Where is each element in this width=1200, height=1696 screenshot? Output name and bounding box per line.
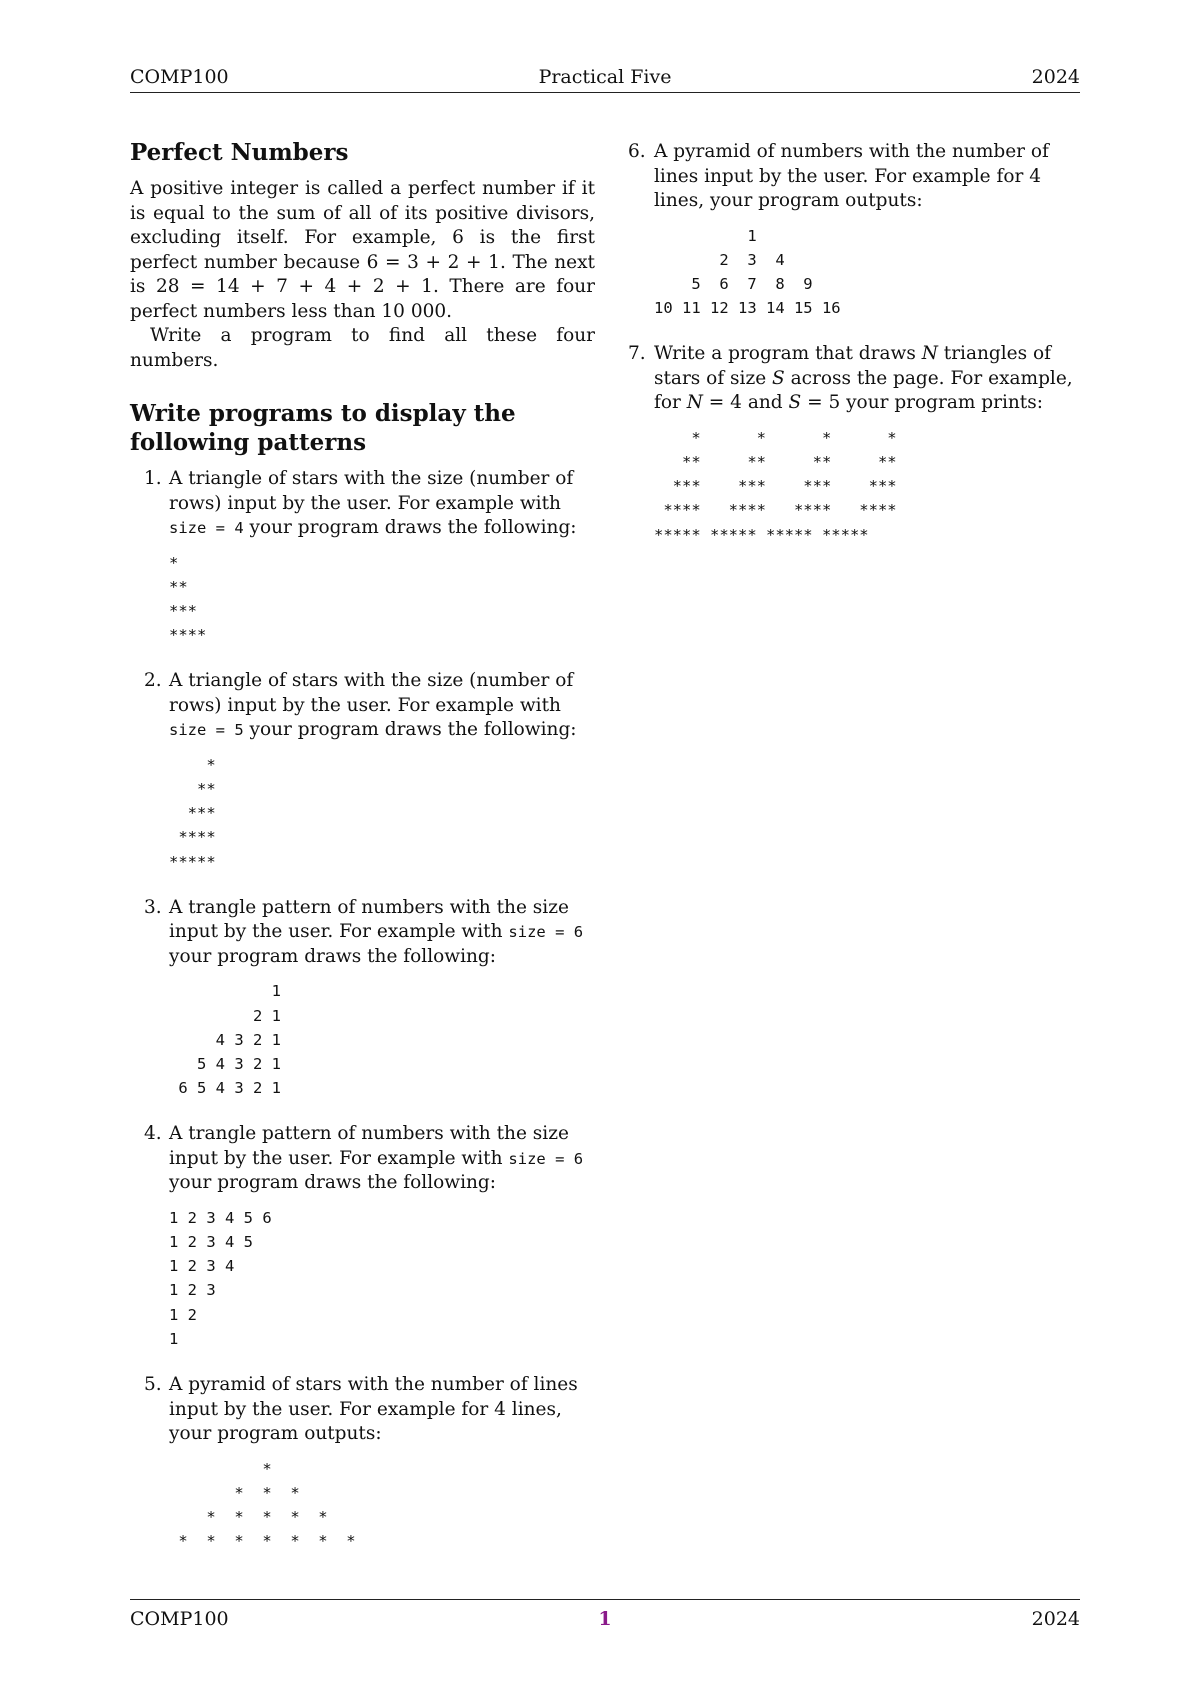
item-text: Write a program that draws: [654, 343, 922, 365]
item-code: size = 6: [508, 1149, 584, 1168]
item-text: A trangle pattern of numbers with the size input by the user. For example with: [169, 1123, 569, 1169]
pattern-output: * ** *** ****: [169, 553, 207, 645]
item-text-end: your program draws the following:: [243, 517, 577, 538]
right-column: [628, 138, 1080, 569]
item-text: A triangle of stars with the size (number of rows) input by the user. For example with: [169, 670, 574, 716]
item-text: A trangle pattern of numbers with the size input by the user. For example with: [169, 896, 569, 943]
page-footer: [130, 1599, 1080, 1630]
var-s-example: S: [788, 392, 802, 414]
item-code: size = 4: [169, 519, 244, 537]
item-number: 5.: [144, 1374, 162, 1396]
pattern-output: * ** *** **** *****: [169, 755, 216, 871]
list-item: [130, 1122, 595, 1351]
header-year: 2024: [1031, 66, 1080, 88]
list-item: [628, 140, 1080, 320]
item-number: 7.: [628, 343, 646, 365]
list-item: [130, 896, 595, 1101]
perfect-numbers-task: Write a program to find all these four numbers.: [130, 325, 595, 371]
patterns-heading: Write programs to display the following patterns: [130, 400, 516, 456]
item-number: 1.: [144, 468, 162, 489]
item-text: A triangle of stars with the size (number of rows) input by the user. For example with: [169, 468, 574, 514]
page-number: 1: [598, 1608, 612, 1630]
item-number: 4.: [144, 1123, 162, 1145]
perfect-numbers-heading: Perfect Numbers: [130, 139, 349, 166]
item-code: size = 5: [169, 721, 244, 740]
pattern-output: 1 2 3 4 5 6 7 8 9 10 11 12 13 14 15 16: [654, 226, 841, 318]
item-number: 2.: [144, 670, 162, 692]
header-course: COMP100: [130, 66, 229, 88]
eq-s: = 5 your program prints:: [801, 392, 1043, 414]
page-header: [130, 66, 1080, 93]
left-column: [130, 138, 595, 1575]
item-text-end: your program draws the following:: [243, 719, 577, 741]
pattern-output: 1 2 1 4 3 2 1 5 4 3 2 1 6 5 4 3 2 1: [178, 982, 281, 1098]
list-item: [130, 1373, 595, 1553]
item-number: 6.: [628, 141, 646, 162]
item-number: 3.: [144, 896, 162, 918]
footer-course: COMP100: [130, 1608, 229, 1630]
var-n: N: [921, 343, 938, 365]
pattern-output: 1 2 3 4 5 6 1 2 3 4 5 1 2 3 4 1 2 3 1 2 1: [169, 1208, 272, 1348]
item-text-mid2: across the page. For example, for: [654, 367, 1073, 414]
item-text: A pyramid of stars with the number of lines input by the user. For example for 4 lines, your program outputs:: [169, 1374, 578, 1445]
patterns-list-continued: [628, 140, 1080, 547]
item-text-end: your program draws the following:: [169, 1172, 496, 1194]
list-item: [130, 467, 595, 647]
item-text-end: your program draws the following:: [169, 945, 496, 967]
eq-n: = 4 and: [702, 392, 789, 414]
patterns-list: [130, 467, 595, 1553]
item-code: size = 6: [508, 923, 584, 942]
pattern-output: * * * * * * * * * * * * * * * *: [178, 1459, 356, 1551]
var-s: S: [772, 367, 785, 389]
perfect-numbers-paragraph: A positive integer is called a perfect number if it is equal to the sum of all of its positive divisors, excluding itself. For example, 6 is the first perfect number because 6 = 3 + 2 + 1. The next is 28 = 14 + 7 + 4 + 2 + 1. There are four perfect numbers less than 10 000.: [130, 178, 595, 322]
footer-year: 2024: [1031, 1608, 1080, 1630]
list-item: [130, 669, 595, 874]
item-text-mid: triangles of stars of size: [654, 343, 1051, 389]
item-text: A pyramid of numbers with the number of lines input by the user. For example for 4 lines, your program outputs:: [654, 141, 1049, 211]
pattern-output: * * * * ** ** ** ** *** *** *** *** **** **** **** **** ***** ***** ***** *****: [654, 428, 897, 544]
list-item: [628, 342, 1080, 547]
var-n-example: N: [686, 392, 703, 414]
header-title: Practical Five: [538, 66, 672, 88]
